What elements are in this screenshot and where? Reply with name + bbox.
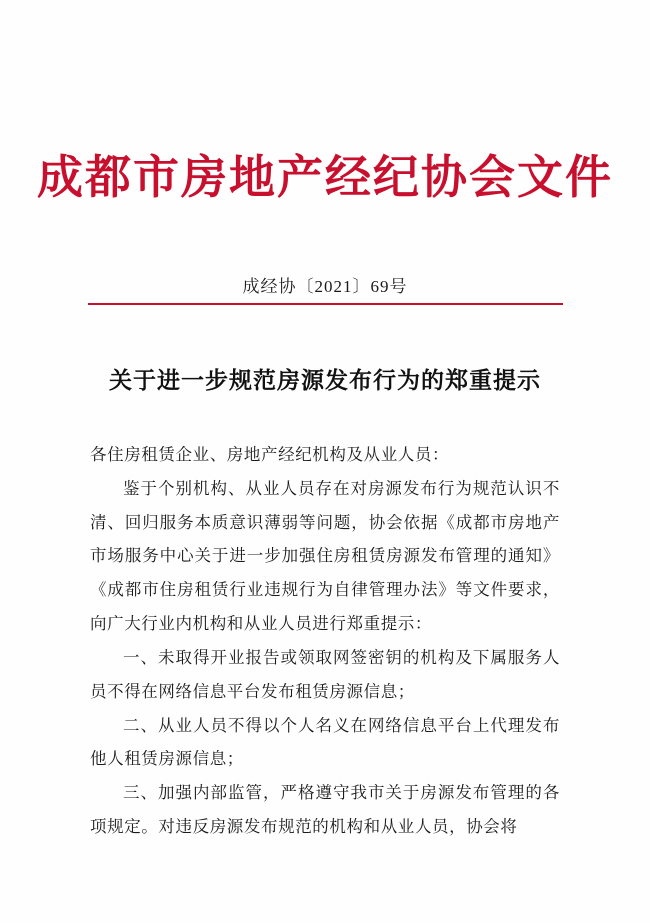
document-title: 成都市房地产经纪协会文件 [37, 152, 613, 203]
body-paragraph-4: 三、加强内部监管，严格遵守我市关于房源发布管理的各项规定。对违反房源发布规范的机构和从业人员，协会将 [90, 783, 560, 836]
body-paragraph-2: 一、未取得开业报告或领取网签密钥的机构及下属服务人员不得在网络信息平台发布租赁房源信息； [90, 647, 560, 701]
salutation-line: 各住房租赁企业、房地产经纪机构及从业人员： [90, 445, 450, 464]
document-subject-heading: 关于进一步规范房源发布行为的郑重提示 [109, 368, 541, 393]
body-paragraph-1: 鉴于个别机构、从业人员存在对房源发布行为规范认识不清、回归服务本质意识薄弱等问题，协会依据《成都市房地产市场服务中心关于进一步加强住房租赁房源发布管理的通知》《成都市住房租赁行业违规行为自律管理办法》等文件要求，向广大行业内机构和从业人员进行郑重提示： [90, 478, 560, 634]
red-divider-rule [88, 303, 563, 305]
document-number: 成经协〔2021〕69号 [242, 277, 408, 296]
document-body [90, 438, 560, 844]
body-paragraph-3: 二、从业人员不得以个人名义在网络信息平台上代理发布他人租赁房源信息； [90, 715, 560, 769]
